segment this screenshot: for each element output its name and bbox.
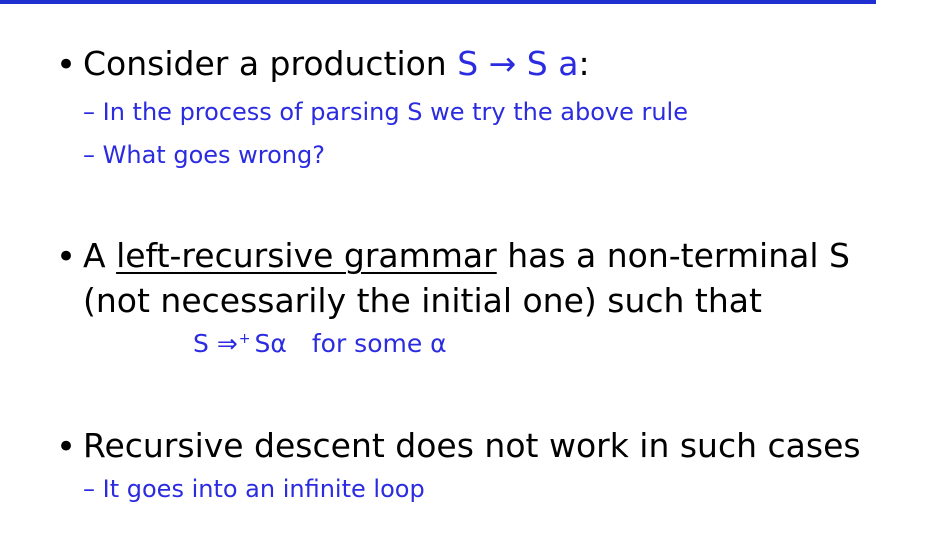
point-1-text: Consider a production bbox=[83, 44, 458, 83]
dash-marker: – bbox=[83, 141, 95, 169]
formula-rhs: Sα bbox=[254, 329, 287, 358]
point-2-prefix: A bbox=[83, 236, 117, 275]
point-1-sub-2-text: What goes wrong? bbox=[102, 141, 325, 169]
formula-plus-superscript: + bbox=[238, 331, 251, 347]
bullet-marker: • bbox=[56, 237, 77, 277]
bullet-marker: • bbox=[56, 45, 77, 85]
point-1-sub-1-text: In the process of parsing S we try the above rule bbox=[102, 98, 688, 126]
point-1-sub-1 bbox=[83, 100, 688, 124]
point-3-sub-1-text: It goes into an infinite loop bbox=[102, 475, 425, 503]
left-recursive-grammar-term: left-recursive grammar bbox=[116, 236, 497, 275]
point-3-sub-1 bbox=[83, 477, 425, 501]
point-3-text: Recursive descent does not work in such cases bbox=[83, 426, 861, 465]
formula-lhs: S ⇒ bbox=[193, 329, 238, 358]
dash-marker: – bbox=[83, 475, 95, 503]
point-2-line-2: (not necessarily the initial one) such that bbox=[83, 281, 762, 320]
point-2-line-1 bbox=[83, 236, 850, 275]
top-divider bbox=[0, 0, 876, 4]
point-1-colon: : bbox=[578, 44, 590, 83]
point-1-heading bbox=[83, 44, 590, 83]
production-rule: S → S a bbox=[457, 44, 579, 83]
dash-marker: – bbox=[83, 98, 95, 126]
derivation-formula bbox=[193, 331, 447, 356]
point-2-line-1-rest: has a non-terminal S bbox=[496, 236, 850, 275]
point-1-sub-2 bbox=[83, 143, 325, 167]
bullet-marker: • bbox=[56, 427, 77, 467]
formula-for-some: for some α bbox=[311, 329, 447, 358]
